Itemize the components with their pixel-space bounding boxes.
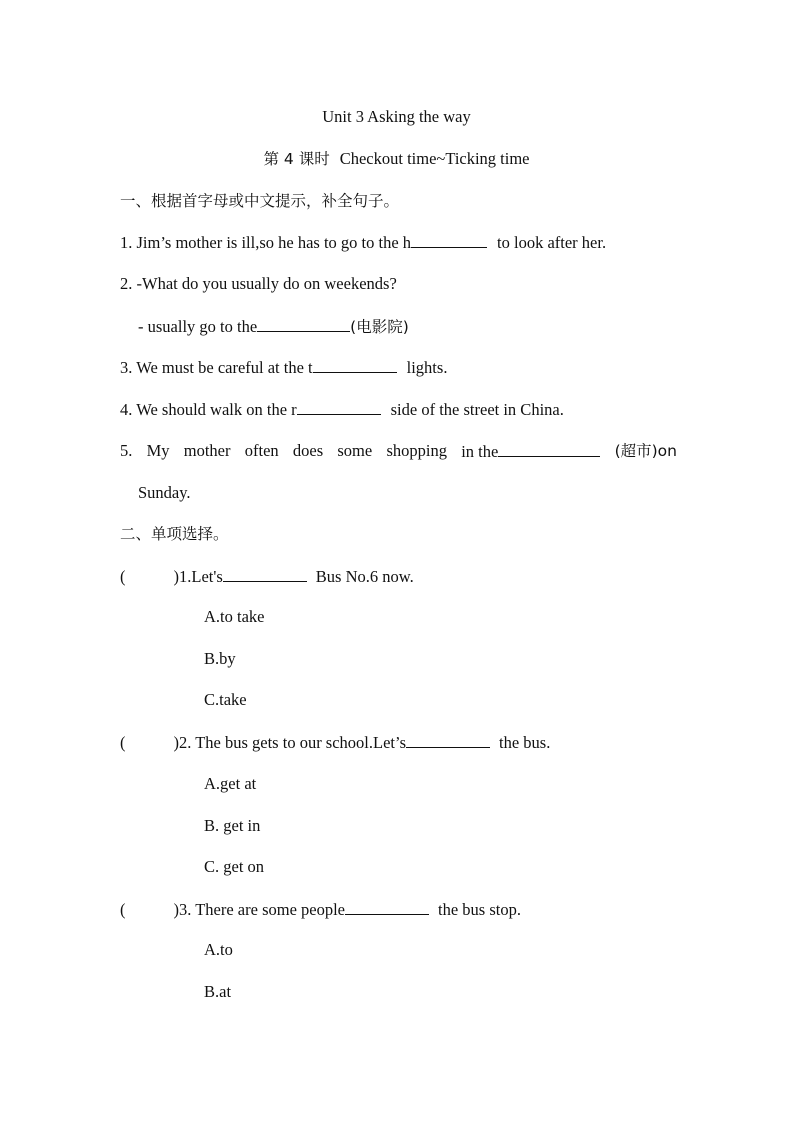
option-c[interactable]: C.take (204, 690, 247, 709)
option-b[interactable]: B. get in (204, 816, 261, 835)
page-title (0, 107, 793, 127)
question-text: in the (461, 442, 499, 461)
question-text: 2. The bus gets to our school.Let’s (179, 733, 407, 752)
question-text: 4. We should walk on the r (120, 400, 297, 419)
title-text: Unit 3 Asking the way (322, 107, 471, 126)
question-text: to look after her. (497, 233, 607, 252)
option-a[interactable]: A.to (204, 940, 233, 959)
question-text: does (292, 441, 324, 460)
answer-blank[interactable] (411, 232, 487, 248)
section-1-heading: 一、根据首字母或中文提示，补全句子。 (120, 192, 400, 210)
option-a[interactable]: A.to take (204, 607, 265, 626)
question-text: the bus stop. (438, 900, 521, 919)
question-2-3 (120, 899, 521, 920)
option-b[interactable]: B.by (204, 649, 236, 668)
answer-paren-open: ( (120, 567, 126, 586)
answer-blank[interactable] (297, 399, 381, 415)
question-1-5-line-1 (120, 441, 677, 462)
lesson-number: 第 4 课时 (263, 150, 330, 168)
question-text: 3. We must be careful at the t (120, 358, 313, 377)
question-text-with-blank (461, 441, 600, 462)
answer-paren-open: ( (120, 733, 126, 752)
question-1-2-line-2 (138, 316, 409, 337)
question-text: mother (183, 441, 231, 460)
question-text: - usually go to the (138, 317, 258, 336)
question-text: My (146, 441, 170, 460)
question-text: 5. (120, 441, 133, 460)
answer-blank[interactable] (406, 732, 490, 748)
question-1-5-line-2: Sunday. (138, 483, 191, 502)
answer-paren-close: ) (173, 567, 179, 586)
answer-paren-close: ) (173, 733, 179, 752)
question-1-3 (120, 357, 447, 378)
question-1-4 (120, 399, 564, 420)
option-c[interactable]: C. get on (204, 857, 265, 876)
answer-paren-open: ( (120, 900, 126, 919)
chinese-hint: (电影院) (350, 318, 409, 336)
question-text: shopping (386, 441, 447, 460)
answer-blank[interactable] (223, 566, 307, 582)
answer-blank[interactable] (498, 441, 600, 457)
answer-blank[interactable] (313, 357, 397, 373)
answer-blank[interactable] (345, 899, 429, 915)
question-text: lights. (406, 358, 448, 377)
chinese-hint: (超市)on (614, 442, 677, 460)
question-1-1 (120, 232, 606, 253)
answer-blank[interactable] (257, 316, 350, 332)
question-text: some (337, 441, 373, 460)
question-text: 1. Jim’s mother is ill,so he has to go to the h (120, 233, 412, 252)
question-1-2-line-1: 2. -What do you usually do on weekends? (120, 274, 397, 293)
lesson-topic: Checkout time~Ticking time (339, 149, 530, 168)
question-text: 1.Let's (179, 567, 223, 586)
option-a[interactable]: A.get at (204, 774, 257, 793)
section-2-heading: 二、单项选择。 (120, 525, 229, 543)
question-text: Bus No.6 now. (315, 567, 414, 586)
question-text: 3. There are some people (179, 900, 345, 919)
question-text: often (244, 441, 279, 460)
question-text: side of the street in China. (390, 400, 564, 419)
question-2-1 (120, 566, 414, 587)
page-subtitle (0, 149, 793, 169)
question-text: the bus. (499, 733, 551, 752)
option-b[interactable]: B.at (204, 982, 232, 1001)
answer-paren-close: ) (173, 900, 179, 919)
question-2-2 (120, 732, 550, 753)
